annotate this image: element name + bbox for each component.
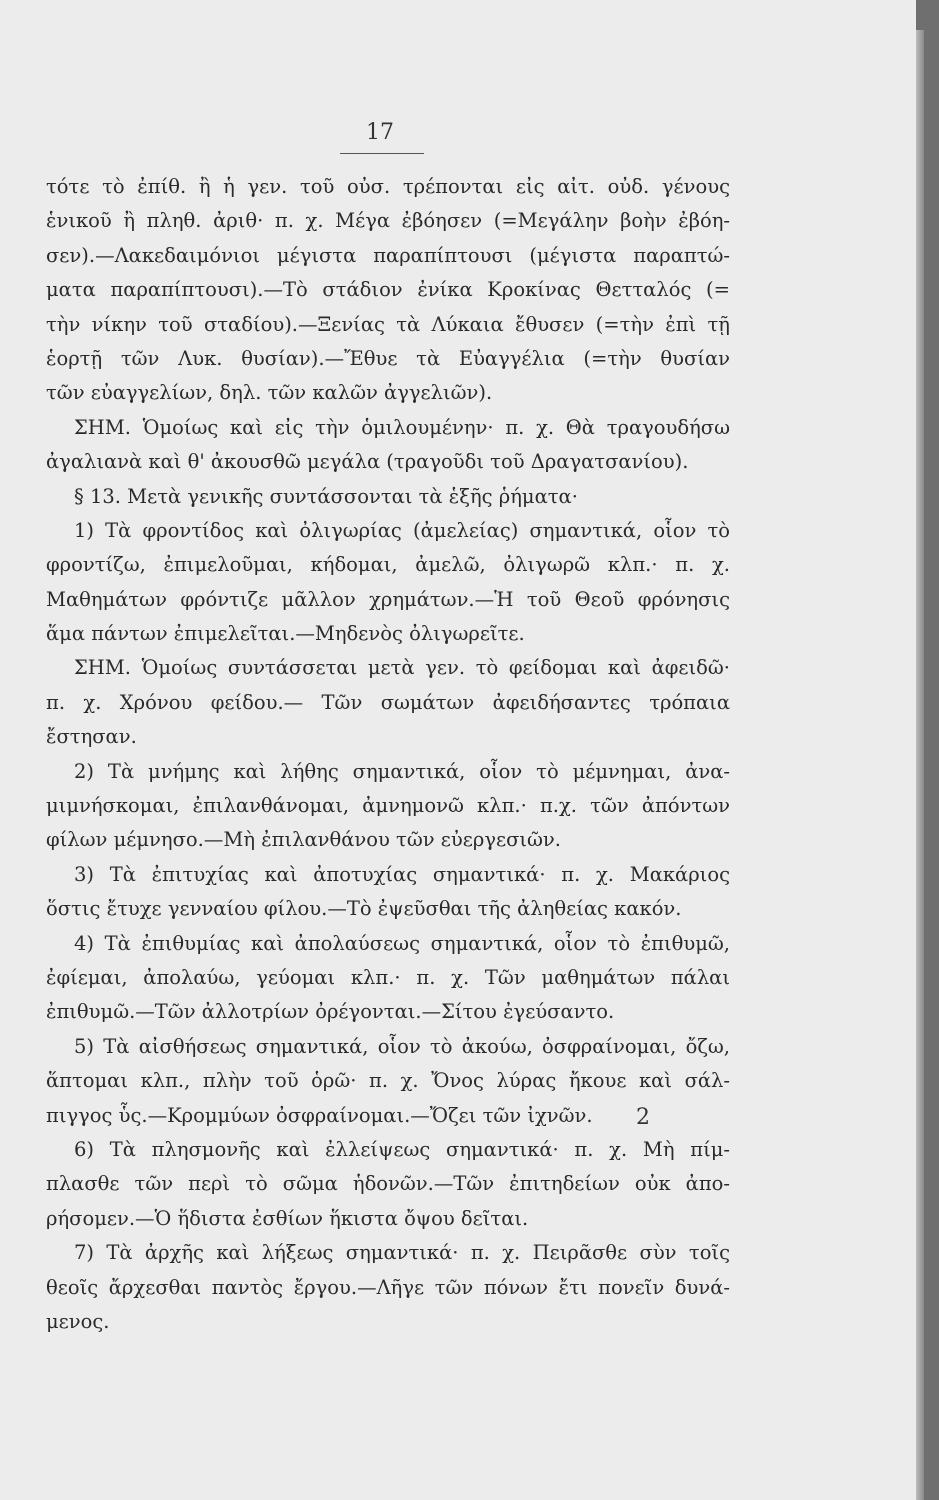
item-4-line: 4) Τὰ ἐπιθυμίας καὶ ἀπολαύσεως σημαντικά, οἷον τὸ ἐπιθυμῶ, <box>74 931 730 955</box>
text-line: μιμνήσκομαι, ἐπιλανθάνομαι, ἀμνημονῶ κλπ.· π.χ. τῶν ἀπόντων <box>46 794 730 818</box>
note-line: ΣΗΜ. Ὁμοίως συντάσσεται μετὰ γεν. τὸ φείδομαι καὶ ἀφειδῶ· <box>74 656 730 680</box>
text-line: πιγγος ὗς.—Κρομμύων ὀσφραίνομαι.—Ὄζει τῶν ἰχνῶν. <box>46 1103 593 1127</box>
text-line: ἀγαλιανὰ καὶ θ' ἀκουσθῶ μεγάλα (τραγοῦδι τοῦ Δραγατσανίου). <box>46 450 689 474</box>
text-line: τῶν εὐαγγελίων, δηλ. τῶν καλῶν ἀγγελιῶν). <box>46 381 493 405</box>
page-edge <box>916 30 924 1500</box>
text-line: ὅστις ἔτυχε γενναίου φίλου.—Τὸ ἐψεῦσθαι τῆς ἀληθείας κακόν. <box>46 897 682 921</box>
page-number: 17 <box>366 120 394 145</box>
text-line: φροντίζω, ἐπιμελοῦμαι, κήδομαι, ἀμελῶ, ὀλιγωρῶ κλπ.· π. χ. <box>46 553 730 577</box>
header-rule <box>340 153 424 154</box>
text-line: ἅπτομαι κλπ., πλὴν τοῦ ὁρῶ· π. χ. Ὄνος λύρας ἤκουε καὶ σάλ- <box>46 1069 730 1093</box>
text-line: ματα παραπίπτουσι).—Τὸ στάδιον ἐνίκα Κροκίνας Θετταλός (= <box>46 278 730 302</box>
item-5-line: 5) Τὰ αἰσθήσεως σημαντικά, οἷον τὸ ἀκούω, ὀσφραίνομαι, ὄζω, <box>74 1034 730 1058</box>
text-line: θεοῖς ἄρχεσθαι παντὸς ἔργου.—Λῆγε τῶν πόνων ἔτι πονεῖν δυνά- <box>46 1275 730 1299</box>
item-1-line: 1) Τὰ φροντίδος καὶ ὀλιγωρίας (ἀμελείας) σημαντικά, οἷον τὸ <box>74 518 730 542</box>
note-line: ΣΗΜ. Ὁμοίως καὶ εἰς τὴν ὁμιλουμένην· π. χ. Θὰ τραγουδήσω <box>74 415 730 439</box>
text-line: ἅμα πάντων ἐπιμελεῖται.—Μηδενὸς ὀλιγωρεῖτε. <box>46 622 525 646</box>
text-line: ἔστησαν. <box>46 725 137 749</box>
signature-mark: 2 <box>636 1105 650 1130</box>
text-line: ἐφίεμαι, ἀπολαύω, γεύομαι κλπ.· π. χ. Τῶν μαθημάτων πάλαι <box>46 965 730 989</box>
text-line: πλασθε τῶν περὶ τὸ σῶμα ἡδονῶν.—Τῶν ἐπιτηδείων οὐκ ἀπο- <box>46 1172 730 1196</box>
text-line: τὴν νίκην τοῦ σταδίου).—Ξενίας τὰ Λύκαια ἔθυσεν (=τὴν ἐπὶ τῇ <box>46 312 730 336</box>
item-2-line: 2) Τὰ μνήμης καὶ λήθης σημαντικά, οἷον τὸ μέμνημαι, ἀνα- <box>74 759 730 783</box>
item-6-line: 6) Τὰ πλησμονῆς καὶ ἐλλείψεως σημαντικά· π. χ. Μὴ πίμ- <box>74 1137 730 1161</box>
section-heading: § 13. Μετὰ γενικῆς συντάσσονται τὰ ἑξῆς ῥήματα· <box>74 484 578 508</box>
text-line: Μαθημάτων φρόντιζε μᾶλλον χρημάτων.—Ἡ τοῦ Θεοῦ φρόνησις <box>46 587 730 611</box>
text-line: ρήσομεν.—Ὁ ἥδιστα ἐσθίων ἥκιστα ὄψου δεῖται. <box>46 1206 529 1230</box>
text-line: σεν).—Λακεδαιμόνιοι μέγιστα παραπίπτουσι (μέγιστα παραπτώ- <box>46 243 730 267</box>
item-3-line: 3) Τὰ ἐπιτυχίας καὶ ἀποτυχίας σημαντικά· π. χ. Μακάριος <box>74 862 730 886</box>
text-line: φίλων μέμνησο.—Μὴ ἐπιλανθάνου τῶν εὐεργεσιῶν. <box>46 828 561 852</box>
text-line: π. χ. Χρόνου φείδου.— Τῶν σωμάτων ἀφειδήσαντες τρόπαια <box>46 690 730 714</box>
text-line: ἐπιθυμῶ.—Τῶν ἀλλοτρίων ὀρέγονται.—Σίτου ἐγεύσαντο. <box>46 1000 615 1024</box>
item-7-line: 7) Τὰ ἀρχῆς καὶ λήξεως σημαντικά· π. χ. Πειρᾶσθε σὺν τοῖς <box>74 1241 730 1265</box>
text-line: ἑνικοῦ ἢ πληθ. ἀριθ· π. χ. Μέγα ἐβόησεν (=Μεγάλην βοὴν ἐβόη- <box>46 209 730 233</box>
body-text <box>46 170 730 1339</box>
text-line: ἑορτῇ τῶν Λυκ. θυσίαν).—Ἔθυε τὰ Εὐαγγέλια (=τὴν θυσίαν <box>46 346 730 370</box>
text-line: μενος. <box>46 1309 110 1333</box>
text-line: τότε τὸ ἐπίθ. ἢ ἡ γεν. τοῦ οὐσ. τρέπονται εἰς αἰτ. οὐδ. γένους <box>46 175 730 198</box>
